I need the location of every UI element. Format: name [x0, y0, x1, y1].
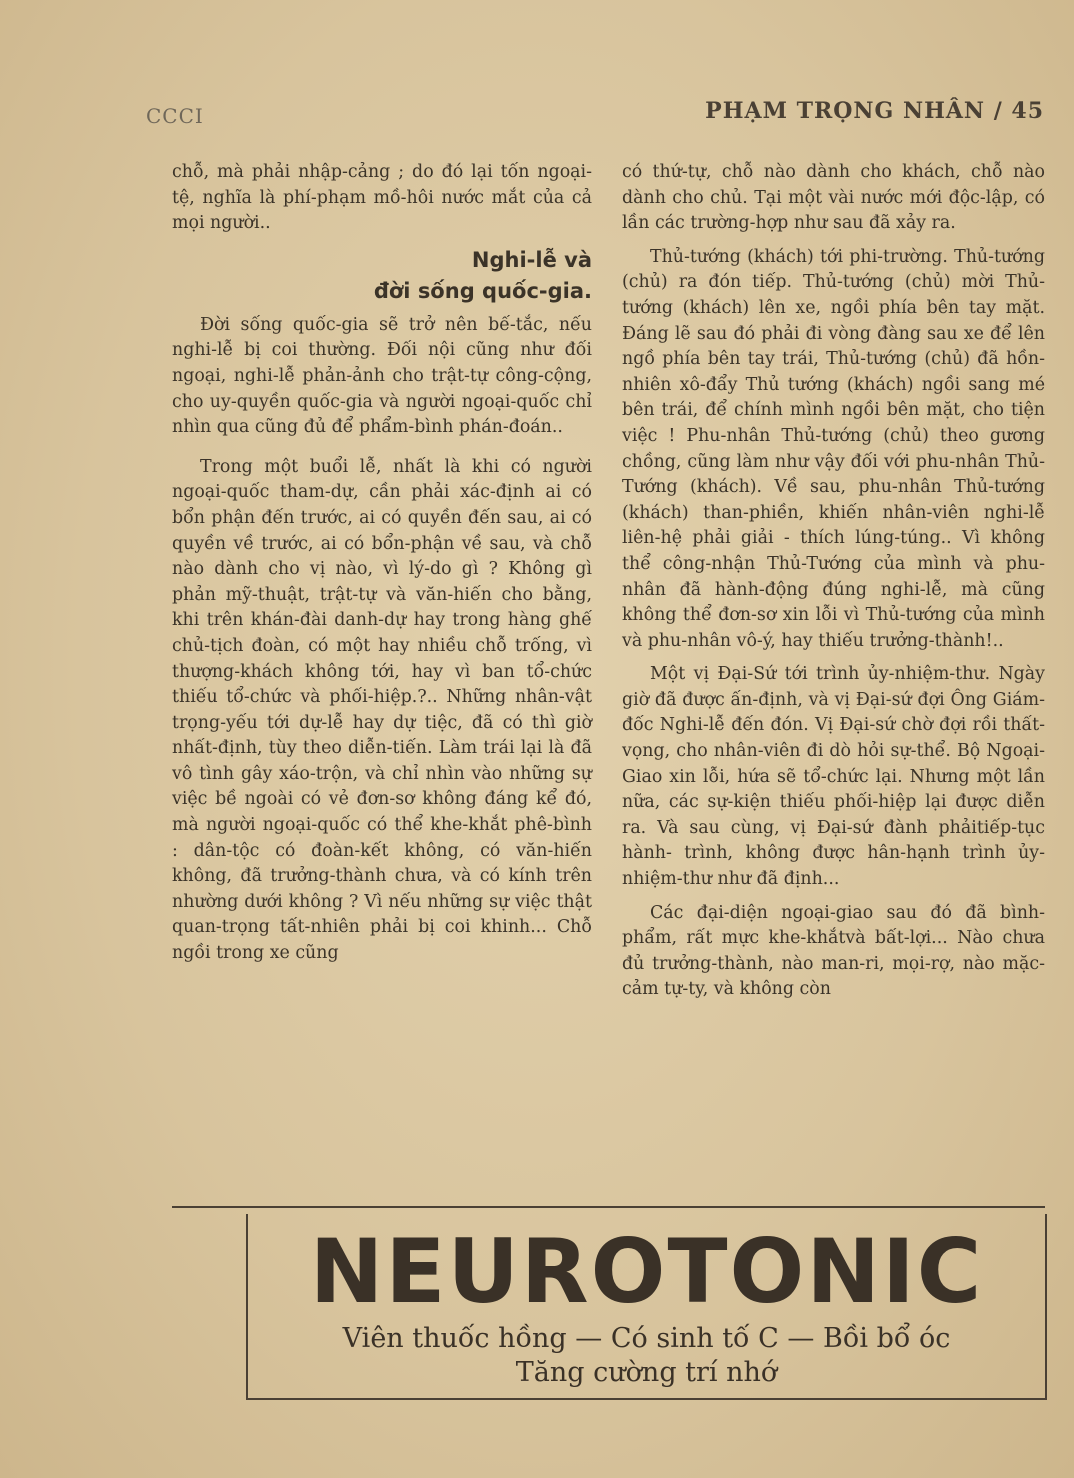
paragraph: Thủ-tướng (khách) tới phi-trường. Thủ-tướng (chủ) ra đón tiếp. Thủ-tướng (chủ) mời Thủ-tướng (khách) lên xe, ngồi phía bên tay mặt. Đáng lẽ sau đó phải đi vòng đàng sau xe để lên ngồ phía bên tay trái, Thủ-tướng (chủ) đã hồn-nhiên xô-đẩy Thủ tướng (khách) ngồi sang mé bên trái, để chính mình ngồi bên mặt, cho tiện việc ! Phu-nhân Thủ-tướng (chủ) theo gương chồng, cũng làm như vậy đối với phu-nhân Thủ-Tướng (khách). Về sau, phu-nhân Thủ-tướng (khách) than-phiền, khiến nhân-viên nghi-lễ liên-hệ phải giải - thích lúng-túng.. Vì không thể công-nhận Thủ-Tướng của mình và phu-nhân đã hành-động đúng nghi-lễ, mà cũng không thể đơn-sơ xin lỗi vì Thủ-tướng của mình và phu-nhân vô-ý, hay thiếu trưởng-thành!..: [622, 246, 1045, 651]
paragraph: chỗ, mà phải nhập-cảng ; do đó lại tốn ngoại-tệ, nghĩa là phí-phạm mồ-hôi nước mắt của cả mọi người..: [172, 162, 592, 234]
section-heading-line: đời sống quốc-gia.: [373, 278, 592, 303]
paragraph: Trong một buổi lễ, nhất là khi có người ngoại-quốc tham-dự, cần phải xác-định ai có bổn phận đến trước, ai có quyền đến sau, ai có quyền về trước, ai có bổn-phận về sau, và chỗ nào dành cho vị nào, vì lý-do gì ? Không gì phản mỹ-thuật, trật-tự và văn-hiến cho bằng, khi trên khán-đài danh-dự hay trong hàng ghế chủ-tịch đoàn, có một hay nhiều chỗ trống, vì thượng-khách không tới, hay vì ban tổ-chức thiếu tổ-chức và phối-hiệp.?.. Những nhân-vật trọng-yếu tới dự-lễ hay dự tiệc, đã có thì giờ nhất-định, tùy theo diễn-tiến. Làm trái lại là đã vô tình gây xáo-trộn, và chỉ nhìn vào những sự việc bề ngoài có vẻ đơn-sơ không đáng kể đó, mà người ngoại-quốc có thể khe-khắt phê-bình : dân-tộc có đoàn-kết không, có văn-hiến không, đã trưởng-thành chưa, và có kính trên nhường dưới không ? Vì nếu những sự việc thật quan-trọng tất-nhiên phải bị coi khinh... Chỗ ngồi trong xe cũng: [172, 456, 592, 964]
left-column: [172, 160, 592, 967]
paragraph: có thứ-tự, chỗ nào dành cho khách, chỗ nào dành cho chủ. Tại một vài nước mới độc-lập, có lần các trường-hợp như sau đã xảy ra.: [622, 162, 1045, 234]
right-column: [622, 160, 1045, 1003]
paragraph: Đời sống quốc-gia sẽ trở nên bế-tắc, nếu nghi-lễ bị coi thường. Đối nội cũng như đối ngoại, nghi-lễ phản-ảnh cho trật-tự công-cộng, cho uy-quyền quốc-gia và người ngoại-quốc chỉ nhìn qua cũng đủ để phẩm-bình phán-đoán..: [172, 314, 592, 438]
advertisement-top-rule: [172, 1206, 1045, 1208]
section-heading-line: Nghi-lễ và: [471, 247, 592, 272]
section-heading: [172, 245, 592, 307]
advertisement-tagline: Tăng cường trí nhớ: [515, 1357, 778, 1388]
paragraph: Các đại-diện ngoại-giao sau đó đã bình-phẩm, rất mực khe-khắtvà bất-lợi... Nào chưa đủ trưởng-thành, nào man-ri, mọi-rợ, nào mặc-cảm tự-ty, và không còn: [622, 902, 1045, 1000]
advertisement-brand: NEUROTONIC: [309, 1220, 984, 1323]
running-header: PHẠM TRỌNG NHÂN / 45: [705, 98, 1044, 124]
paragraph: Một vị Đại-Sứ tới trình ủy-nhiệm-thư. Ngày giờ đã được ấn-định, và vị Đại-sứ đợi Ông Giám-đốc Nghi-lễ đến đón. Vị Đại-sứ chờ đợi rồi thất-vọng, cho nhân-viên đi dò hỏi sự-thể. Bộ Ngoại-Giao xin lỗi, hứa sẽ tổ-chức lại. Nhưng một lần nữa, các sự-kiện thiếu phối-hiệp lại được diễn ra. Và sau cùng, vị Đại-sứ đành phảitiếp-tục hành- trình, không được hân-hạnh trình ủy-nhiệm-thư như đã định...: [622, 664, 1045, 890]
header-left-mark: CCCI: [146, 104, 204, 128]
advertisement-tagline: Viên thuốc hồng — Có sinh tố C — Bồi bổ óc: [342, 1323, 951, 1354]
advertisement-box: [246, 1214, 1047, 1400]
